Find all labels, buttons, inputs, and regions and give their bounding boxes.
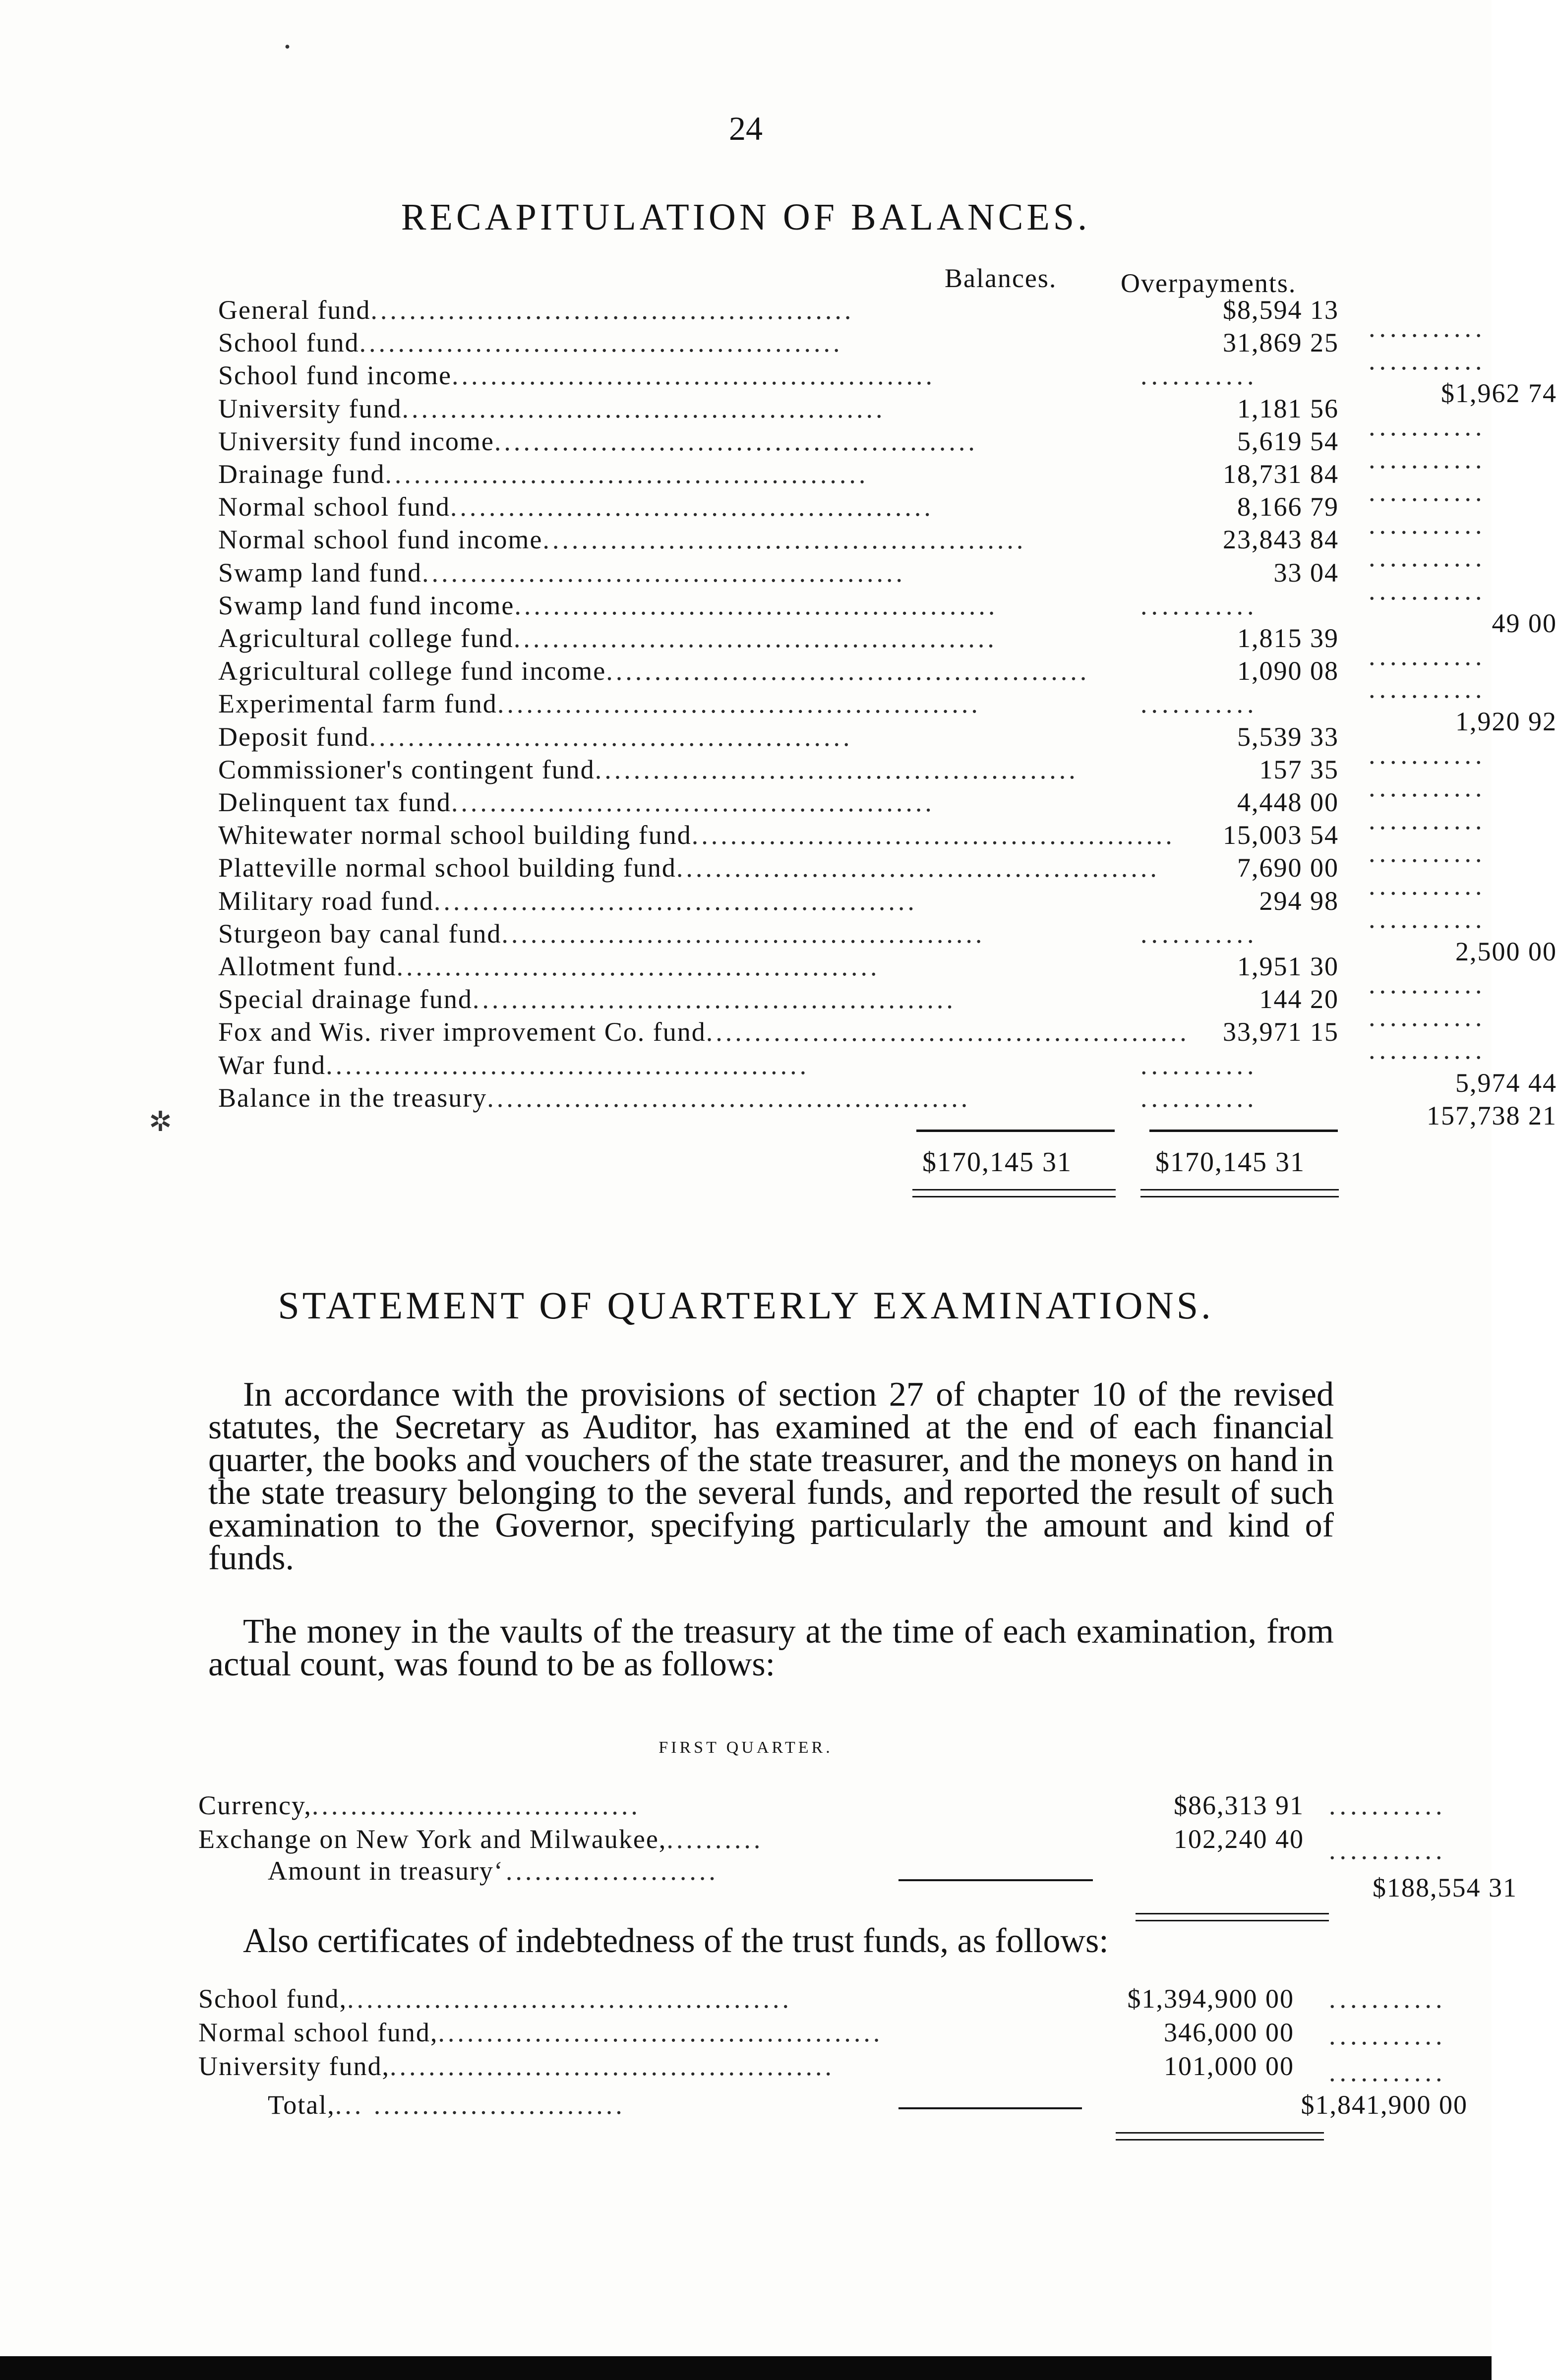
fund-label: Sturgeon bay canal fund.................................................. <box>218 919 985 949</box>
balances-column-header: Balances. <box>945 263 1057 293</box>
currency-dots: ........... <box>1329 1790 1446 1820</box>
amount-double-rule-1 <box>1136 1913 1329 1914</box>
fund-label: Special drainage fund.................................................. <box>218 984 956 1014</box>
overpayment-leader-dots: ........... <box>1369 904 1486 934</box>
fund-label: Normal school fund income.................................................. <box>218 525 1026 554</box>
balance-amount: 23,843 84 <box>1223 525 1339 554</box>
balance-amount: $8,594 13 <box>1223 295 1339 325</box>
statement-title: STATEMENT OF QUARTERLY EXAMINATIONS. <box>278 1284 1214 1327</box>
balance-amount: 5,539 33 <box>1237 722 1339 752</box>
currency-amount: $86,313 91 <box>1174 1790 1304 1820</box>
also-certificates-line: Also certificates of indebtedness of the trust funds, as follows: <box>243 1922 1109 1960</box>
overpayment-amount: 2,500 00 <box>1455 937 1557 966</box>
fund-label: Swamp land fund income.................................................. <box>218 591 998 620</box>
fund-label: Commissioner's contingent fund.................................................. <box>218 755 1078 784</box>
amount-total: $188,554 31 <box>1373 1873 1517 1903</box>
certificate-leader-dots: ........... <box>1329 2021 1446 2050</box>
balances-sum-rule <box>916 1130 1115 1132</box>
overpayment-leader-dots: ........... <box>1369 542 1486 572</box>
certificates-dash <box>898 2107 1082 2109</box>
balance-amount: 294 98 <box>1259 886 1339 916</box>
exchange-amount: 102,240 40 <box>1174 1824 1304 1854</box>
overpayments-column-header: Overpayments. <box>1121 268 1297 298</box>
overpayment-leader-dots: ........... <box>1369 838 1486 868</box>
fund-label: Delinquent tax fund.................................................. <box>218 787 935 817</box>
certificates-double-rule-2 <box>1116 2139 1324 2141</box>
balance-leader-dots: ........... <box>1140 591 1258 620</box>
certificate-amount: $1,394,900 00 <box>1127 1984 1294 2014</box>
fund-label: Agricultural college fund.................................................. <box>218 623 997 653</box>
fund-label: Drainage fund.................................................. <box>218 459 869 489</box>
fund-label: Balance in the treasury.................................................. <box>218 1083 971 1113</box>
ink-speck: · <box>283 30 293 64</box>
certificates-total-label: Total,... .......................... <box>268 2090 625 2120</box>
overpayment-leader-dots: ........... <box>1369 510 1486 539</box>
fund-label: Fox and Wis. river improvement Co. fund.................................................. <box>218 1017 1190 1047</box>
currency-label: Currency,.................................. <box>198 1790 641 1820</box>
certificate-leader-dots: ........... <box>1329 1984 1446 2014</box>
fund-label: Swamp land fund.................................................. <box>218 558 905 588</box>
balance-amount: 157 35 <box>1259 755 1339 784</box>
fund-label: Deposit fund.................................................. <box>218 722 853 752</box>
fund-label: University fund.................................................. <box>218 394 886 423</box>
balance-amount: 1,951 30 <box>1237 952 1339 981</box>
overpayment-leader-dots: ........... <box>1369 1035 1486 1065</box>
certificate-label: School fund,.............................................. <box>198 1984 792 2014</box>
overpayments-double-rule-1 <box>1140 1189 1339 1190</box>
exchange-label: Exchange on New York and Milwaukee,.......... <box>198 1824 764 1854</box>
amount-dash <box>898 1879 1093 1881</box>
certificates-total: $1,841,900 00 <box>1301 2090 1468 2120</box>
fund-label: Whitewater normal school building fund.................................................. <box>218 820 1175 850</box>
fund-label: Experimental farm fund.................................................. <box>218 689 981 718</box>
balance-amount: 7,690 00 <box>1237 853 1339 883</box>
statement-paragraph-2: The money in the vaults of the treasury at the time of each examination, from actual count, was found to be as follows: <box>208 1612 1334 1683</box>
balances-total: $170,145 31 <box>922 1147 1072 1178</box>
overpayment-leader-dots: ........... <box>1369 773 1486 802</box>
balance-amount: 1,181 56 <box>1237 394 1339 423</box>
overpayment-amount: 157,738 21 <box>1427 1101 1557 1130</box>
balances-double-rule-1 <box>912 1189 1116 1190</box>
overpayment-amount: 1,920 92 <box>1455 707 1557 736</box>
overpayment-leader-dots: ........... <box>1369 313 1486 343</box>
page-number: 24 <box>729 110 763 147</box>
balance-amount: 31,869 25 <box>1223 328 1339 357</box>
overpayment-amount: 5,974 44 <box>1455 1068 1557 1098</box>
balance-leader-dots: ........... <box>1140 919 1258 949</box>
balance-amount: 5,619 54 <box>1237 426 1339 456</box>
scan-bottom-edge <box>0 2356 1492 2380</box>
overpayment-leader-dots: ........... <box>1369 444 1486 474</box>
balance-leader-dots: ........... <box>1140 689 1258 718</box>
fund-label: University fund income.................................................. <box>218 426 978 456</box>
fund-label: School fund income.................................................. <box>218 360 935 390</box>
fund-label: War fund.................................................. <box>218 1050 810 1080</box>
fund-label: Allotment fund.................................................. <box>218 952 880 981</box>
overpayment-leader-dots: ........... <box>1369 674 1486 704</box>
overpayment-leader-dots: ........... <box>1369 969 1486 999</box>
recap-title: RECAPITULATION OF BALANCES. <box>401 196 1091 238</box>
balance-amount: 8,166 79 <box>1237 492 1339 522</box>
overpayment-amount: 49 00 <box>1492 608 1557 638</box>
overpayment-leader-dots: ........... <box>1369 1002 1486 1032</box>
balance-leader-dots: ........... <box>1140 1050 1258 1080</box>
overpayments-total: $170,145 31 <box>1155 1147 1305 1178</box>
balance-amount: 33 04 <box>1273 558 1339 588</box>
overpayment-amount: $1,962 74 <box>1441 378 1557 408</box>
overpayment-leader-dots: ........... <box>1369 412 1486 441</box>
balance-leader-dots: ........... <box>1140 1083 1258 1113</box>
fund-label: School fund.................................................. <box>218 328 843 357</box>
balance-amount: 18,731 84 <box>1223 459 1339 489</box>
amount-label: Amount in treasury‘...................... <box>268 1856 719 1886</box>
ink-blot: ✲ <box>149 1106 172 1138</box>
fund-label: Normal school fund.................................................. <box>218 492 934 522</box>
balance-amount: 15,003 54 <box>1223 820 1339 850</box>
overpayment-leader-dots: ........... <box>1369 871 1486 900</box>
fund-label: Agricultural college fund income.................................................. <box>218 656 1090 686</box>
exchange-dots: ........... <box>1329 1835 1446 1865</box>
overpayments-double-rule-2 <box>1140 1196 1339 1197</box>
balance-amount: 144 20 <box>1259 984 1339 1014</box>
overpayment-leader-dots: ........... <box>1369 641 1486 671</box>
amount-double-rule-2 <box>1136 1920 1329 1921</box>
certificate-leader-dots: ........... <box>1329 2057 1446 2087</box>
fund-label: Military road fund.................................................. <box>218 886 917 916</box>
certificate-label: Normal school fund,.............................................. <box>198 2018 883 2047</box>
overpayments-sum-rule <box>1149 1130 1338 1132</box>
overpayment-leader-dots: ........... <box>1369 740 1486 770</box>
balance-amount: 4,448 00 <box>1237 787 1339 817</box>
fund-label: General fund.................................................. <box>218 295 854 325</box>
overpayment-leader-dots: ........... <box>1369 576 1486 605</box>
statement-paragraph-1: In accordance with the provisions of section 27 of chapter 10 of the revised statutes, the Secretary as Auditor, has examined at the end of each financial quarter, the books and vouchers of the state treasurer, and the moneys on hand in the state treasury belonging to the several funds, and reported the result of such examination to the Governor, specifying particularly the amount and kind of funds. <box>208 1375 1334 1577</box>
balance-amount: 1,815 39 <box>1237 623 1339 653</box>
fund-label: Platteville normal school building fund.................................................. <box>218 853 1160 883</box>
certificates-double-rule-1 <box>1116 2132 1324 2134</box>
overpayment-leader-dots: ........... <box>1369 805 1486 835</box>
certificate-amount: 346,000 00 <box>1164 2018 1294 2047</box>
overpayment-leader-dots: ........... <box>1369 346 1486 375</box>
certificate-amount: 101,000 00 <box>1164 2051 1294 2081</box>
balance-leader-dots: ........... <box>1140 360 1258 390</box>
first-quarter-heading: FIRST QUARTER. <box>659 1738 833 1757</box>
overpayment-leader-dots: ........... <box>1369 477 1486 507</box>
balance-amount: 1,090 08 <box>1237 656 1339 686</box>
certificate-label: University fund,.............................................. <box>198 2051 835 2081</box>
balances-double-rule-2 <box>912 1196 1116 1197</box>
balance-amount: 33,971 15 <box>1223 1017 1339 1047</box>
